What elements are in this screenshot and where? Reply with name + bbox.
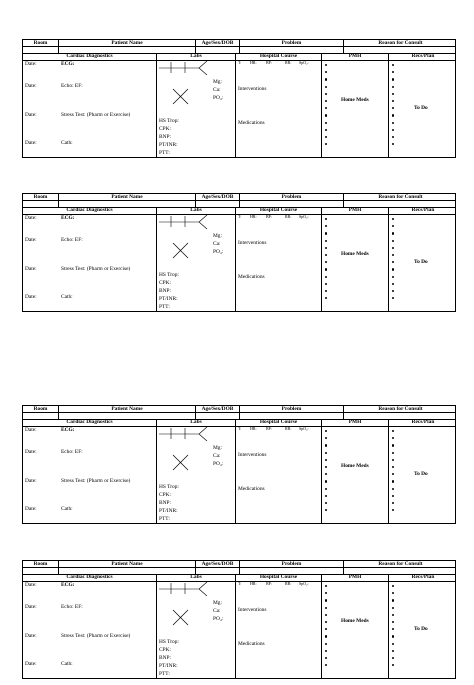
vital-bp-label: BP: (266, 581, 273, 586)
patient-card (22, 39, 456, 164)
pmh-header: PMH (322, 574, 389, 581)
vital-bp-label: BP: (266, 214, 273, 219)
cath-label: Cath: (61, 661, 73, 667)
labs-cell[interactable] (157, 581, 236, 678)
cardiac-diagnostics-header: Cardiac Diagnostics (23, 574, 157, 581)
bnp-label: BNP: (159, 655, 171, 661)
po4-label: PO₄: (213, 461, 224, 467)
cardiac-diagnostics-header: Cardiac Diagnostics (23, 53, 157, 60)
cardiac-diagnostics-cell[interactable] (23, 581, 157, 678)
to-do-label: To Do (414, 471, 428, 477)
recs-plan-cell[interactable] (389, 581, 457, 678)
pt-inr-label: PT/INR: (159, 142, 178, 148)
po4-label: PO₄: (213, 95, 224, 101)
to-do-label: To Do (414, 105, 428, 111)
age-sex-dob-field[interactable] (196, 567, 240, 574)
hospital-course-cell[interactable] (236, 60, 322, 157)
to-do-label: To Do (414, 626, 428, 632)
recs-bullet-list (392, 430, 398, 516)
recs-plan-cell[interactable] (389, 214, 457, 311)
mg-label: Mg: (213, 233, 222, 239)
reason-header: Reason for Consult (378, 194, 423, 200)
vital-rr-label: RR: (285, 426, 292, 431)
echo-date-label: Date: (25, 83, 37, 89)
echo-date-label: Date: (25, 604, 37, 610)
labs-header: Labs (157, 207, 236, 214)
reason-header: Reason for Consult (378, 406, 423, 412)
problem-header: Problem (240, 40, 344, 46)
room-header: Room (23, 40, 59, 46)
vital-hr-label: HR: (250, 214, 257, 219)
ca-label: Ca: (213, 608, 221, 614)
reason-header: Reason for Consult (378, 40, 423, 46)
ecg-date-label: Date: (25, 582, 37, 588)
hospital-course-cell[interactable] (236, 214, 322, 311)
hs-trop-label: HS Trop: (159, 272, 179, 278)
room-header: Room (23, 561, 59, 567)
room-header: Room (23, 406, 59, 412)
cpk-label: CPK: (159, 647, 171, 653)
hs-trop-label: HS Trop: (159, 484, 179, 490)
patient-name-field[interactable] (59, 46, 196, 53)
vital-temp-label: T: (238, 214, 242, 219)
cath-label: Cath: (61, 506, 73, 512)
reason-field[interactable] (344, 412, 457, 419)
to-do-label: To Do (414, 259, 428, 265)
ecg-label: ECG: (61, 427, 75, 433)
pt-inr-label: PT/INR: (159, 296, 178, 302)
pmh-bullet-list (325, 64, 331, 150)
recs-plan-cell[interactable] (389, 426, 457, 523)
interventions-label: Interventions (238, 86, 267, 92)
echo-ef-label: Echo: EF: (61, 449, 83, 455)
vital-hr-label: HR: (250, 60, 257, 65)
stress-test-label: Stress Test: (Pharm or Exercise) (61, 266, 131, 272)
medications-label: Medications (238, 274, 265, 280)
labs-cell[interactable] (157, 426, 236, 523)
recs-plan-header: Recs/Plan (411, 574, 435, 580)
recs-plan-header: Recs/Plan (411, 207, 435, 213)
pt-inr-label: PT/INR: (159, 508, 178, 514)
stress-test-label: Stress Test: (Pharm or Exercise) (61, 633, 131, 639)
hospital-course-header: Hospital Course (236, 419, 322, 426)
vital-bp-label: BP: (266, 60, 273, 65)
patient-name-field[interactable] (59, 412, 196, 419)
patient-card (22, 560, 456, 685)
recs-bullet-list (392, 64, 398, 150)
hospital-course-cell[interactable] (236, 581, 322, 678)
lab-fishbone-diagram (157, 214, 236, 274)
recs-plan-header: Recs/Plan (411, 419, 435, 425)
cpk-label: CPK: (159, 126, 171, 132)
ecg-date-label: Date: (25, 215, 37, 221)
pmh-cell[interactable] (322, 60, 389, 157)
pmh-header: PMH (322, 207, 389, 214)
po4-label: PO₄: (213, 249, 224, 255)
problem-header: Problem (240, 561, 344, 567)
mg-label: Mg: (213, 445, 222, 451)
problem-field[interactable] (240, 200, 344, 207)
pmh-bullet-list (325, 430, 331, 516)
recs-plan-header: Recs/Plan (411, 53, 435, 59)
labs-cell[interactable] (157, 214, 236, 311)
patient-name-field[interactable] (59, 200, 196, 207)
cpk-label: CPK: (159, 280, 171, 286)
pt-inr-label: PT/INR: (159, 663, 178, 669)
section-body-row (22, 426, 456, 524)
cardiac-diagnostics-cell[interactable] (23, 214, 157, 311)
ca-label: Ca: (213, 87, 221, 93)
echo-ef-label: Echo: EF: (61, 83, 83, 89)
interventions-label: Interventions (238, 240, 267, 246)
cpk-label: CPK: (159, 492, 171, 498)
bnp-label: BNP: (159, 134, 171, 140)
vital-temp-label: T: (238, 60, 242, 65)
room-field[interactable] (23, 567, 59, 574)
medications-label: Medications (238, 120, 265, 126)
ecg-date-label: Date: (25, 427, 37, 433)
recs-bullet-list (392, 218, 398, 304)
ptt-label: PTT: (159, 516, 170, 522)
lab-fishbone-diagram (157, 426, 236, 486)
cardiac-diagnostics-cell[interactable] (23, 426, 157, 523)
pmh-bullet-list (325, 218, 331, 304)
echo-ef-label: Echo: EF: (61, 237, 83, 243)
vital-rr-label: RR: (285, 581, 292, 586)
cath-label: Cath: (61, 140, 73, 146)
interventions-label: Interventions (238, 607, 267, 613)
reason-field[interactable] (344, 567, 457, 574)
vital-spo2-label: SpO₂: (299, 60, 309, 65)
problem-header: Problem (240, 406, 344, 412)
ca-label: Ca: (213, 241, 221, 247)
room-field[interactable] (23, 200, 59, 207)
reason-header: Reason for Consult (378, 561, 423, 567)
ptt-label: PTT: (159, 150, 170, 156)
problem-header: Problem (240, 194, 344, 200)
reason-field[interactable] (344, 200, 457, 207)
hospital-course-header: Hospital Course (236, 207, 322, 214)
mg-label: Mg: (213, 79, 222, 85)
stress-date-label: Date: (25, 633, 37, 639)
age-sex-dob-header: Age/Sex/DOB (196, 194, 240, 200)
patient-name-field[interactable] (59, 567, 196, 574)
stress-test-label: Stress Test: (Pharm or Exercise) (61, 478, 131, 484)
ptt-label: PTT: (159, 304, 170, 310)
bnp-label: BNP: (159, 288, 171, 294)
hospital-course-header: Hospital Course (236, 574, 322, 581)
hospital-course-header: Hospital Course (236, 53, 322, 60)
labs-header: Labs (157, 419, 236, 426)
stress-test-label: Stress Test: (Pharm or Exercise) (61, 112, 131, 118)
po4-label: PO₄: (213, 616, 224, 622)
cardiac-diagnostics-header: Cardiac Diagnostics (23, 207, 157, 214)
ecg-label: ECG: (61, 215, 75, 221)
ecg-label: ECG: (61, 61, 75, 67)
age-sex-dob-header: Age/Sex/DOB (196, 40, 240, 46)
home-meds-label: Home Meds (341, 463, 369, 469)
room-header: Room (23, 194, 59, 200)
hs-trop-label: HS Trop: (159, 118, 179, 124)
patient-name-header: Patient Name (59, 194, 196, 200)
stress-date-label: Date: (25, 478, 37, 484)
labs-header: Labs (157, 574, 236, 581)
problem-field[interactable] (240, 46, 344, 53)
patient-card (22, 193, 456, 318)
ecg-label: ECG: (61, 582, 75, 588)
vital-hr-label: HR: (250, 426, 257, 431)
section-body-row (22, 581, 456, 679)
age-sex-dob-field[interactable] (196, 412, 240, 419)
age-sex-dob-header: Age/Sex/DOB (196, 406, 240, 412)
vital-rr-label: RR: (285, 214, 292, 219)
cath-date-label: Date: (25, 661, 37, 667)
cardiac-diagnostics-header: Cardiac Diagnostics (23, 419, 157, 426)
home-meds-label: Home Meds (341, 618, 369, 624)
home-meds-label: Home Meds (341, 251, 369, 257)
hospital-course-cell[interactable] (236, 426, 322, 523)
cath-date-label: Date: (25, 140, 37, 146)
mg-label: Mg: (213, 600, 222, 606)
vital-spo2-label: SpO₂: (299, 426, 309, 431)
problem-field[interactable] (240, 567, 344, 574)
cardiac-diagnostics-cell[interactable] (23, 60, 157, 157)
recs-bullet-list (392, 585, 398, 671)
vital-bp-label: BP: (266, 426, 273, 431)
labs-header: Labs (157, 53, 236, 60)
patient-name-header: Patient Name (59, 406, 196, 412)
hs-trop-label: HS Trop: (159, 639, 179, 645)
medications-label: Medications (238, 641, 265, 647)
pmh-header: PMH (322, 419, 389, 426)
lab-fishbone-diagram (157, 60, 236, 120)
stress-date-label: Date: (25, 266, 37, 272)
reason-field[interactable] (344, 46, 457, 53)
cath-date-label: Date: (25, 294, 37, 300)
pmh-cell[interactable] (322, 426, 389, 523)
home-meds-label: Home Meds (341, 97, 369, 103)
age-sex-dob-field[interactable] (196, 200, 240, 207)
vital-temp-label: T: (238, 581, 242, 586)
vital-spo2-label: SpO₂: (299, 214, 309, 219)
age-sex-dob-header: Age/Sex/DOB (196, 561, 240, 567)
medications-label: Medications (238, 486, 265, 492)
echo-date-label: Date: (25, 237, 37, 243)
recs-plan-cell[interactable] (389, 60, 457, 157)
bnp-label: BNP: (159, 500, 171, 506)
age-sex-dob-field[interactable] (196, 46, 240, 53)
ecg-date-label: Date: (25, 61, 37, 67)
ca-label: Ca: (213, 453, 221, 459)
patient-name-header: Patient Name (59, 40, 196, 46)
stress-date-label: Date: (25, 112, 37, 118)
section-body-row (22, 214, 456, 312)
echo-date-label: Date: (25, 449, 37, 455)
vital-temp-label: T: (238, 426, 242, 431)
vital-rr-label: RR: (285, 60, 292, 65)
pmh-bullet-list (325, 585, 331, 671)
pmh-header: PMH (322, 53, 389, 60)
lab-fishbone-diagram (157, 581, 236, 641)
vital-spo2-label: SpO₂: (299, 581, 309, 586)
cath-date-label: Date: (25, 506, 37, 512)
room-field[interactable] (23, 46, 59, 53)
vital-hr-label: HR: (250, 581, 257, 586)
ptt-label: PTT: (159, 671, 170, 677)
patient-name-header: Patient Name (59, 561, 196, 567)
pmh-cell[interactable] (322, 214, 389, 311)
problem-field[interactable] (240, 412, 344, 419)
room-field[interactable] (23, 412, 59, 419)
labs-cell[interactable] (157, 60, 236, 157)
interventions-label: Interventions (238, 452, 267, 458)
patient-card (22, 405, 456, 530)
pmh-cell[interactable] (322, 581, 389, 678)
cath-label: Cath: (61, 294, 73, 300)
echo-ef-label: Echo: EF: (61, 604, 83, 610)
section-body-row (22, 60, 456, 158)
